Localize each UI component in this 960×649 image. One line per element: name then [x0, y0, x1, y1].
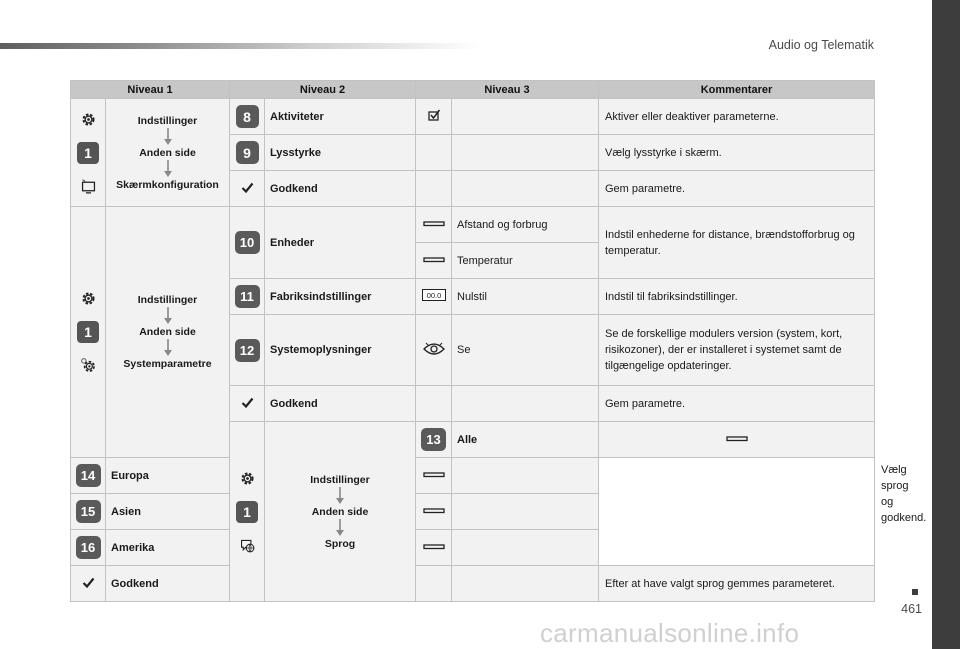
item-symbol-cell: [416, 135, 452, 171]
item-symbol-cell: [416, 315, 452, 386]
item-number-badge: 16: [76, 536, 101, 559]
option-bar-icon: [423, 220, 445, 228]
item-badge-cell: [230, 386, 265, 422]
arrow-down-icon: [335, 519, 345, 537]
table-row: [71, 458, 875, 494]
level3-cell: Nulstil: [452, 279, 599, 315]
level3-cell: [452, 458, 599, 494]
item-symbol-cell: [416, 530, 452, 566]
item-symbol-cell: [416, 207, 452, 243]
arrow-down-icon: [163, 339, 173, 357]
item-label: Aktiviteter: [265, 99, 416, 135]
item-badge-cell: [230, 315, 265, 386]
header-gradient-bar: [0, 43, 480, 49]
item-label: Godkend: [265, 171, 416, 207]
option-bar-icon: [423, 543, 445, 551]
item-badge-cell: [230, 171, 265, 207]
page-header-title: Audio og Telematik: [768, 38, 874, 52]
arrow-down-icon: [163, 128, 173, 146]
eye-icon: [423, 342, 445, 356]
level3-cell: [452, 530, 599, 566]
item-badge-cell: [230, 279, 265, 315]
level1-icons-cell: [71, 99, 106, 207]
level1-badge: 1: [77, 321, 99, 343]
watermark-text: carmanualsonline.info: [540, 618, 800, 648]
table-row: [71, 99, 875, 135]
item-badge-cell: [230, 99, 265, 135]
item-symbol-cell: [416, 494, 452, 530]
path-step-language: Sprog: [324, 537, 356, 550]
option-bar-icon: [423, 256, 445, 264]
table-row: 1 Indstillinger Anden side Sprog 13 Alle Vælg sprog og godkend.: [71, 422, 875, 458]
item-number-badge: 9: [236, 141, 259, 164]
item-number-badge: 11: [235, 285, 260, 308]
comment-cell: Indstil til fabriksindstillinger.: [599, 279, 875, 315]
comment-cell: Indstil enhederne for distance, brændstofforbrug og temperatur.: [599, 207, 875, 279]
item-badge-cell: [416, 422, 452, 458]
gear-icon: [80, 290, 97, 307]
comment-cell: Gem parametre.: [599, 386, 875, 422]
comment-cell: Efter at have valgt sprog gemmes parameteret.: [599, 566, 875, 602]
table-header-row: [71, 81, 875, 99]
path-step-settings: Indstillinger: [137, 294, 198, 306]
gear-icon: [239, 470, 256, 487]
path-step-second-page: Anden side: [311, 505, 369, 518]
item-label: Fabriksindstillinger: [265, 279, 416, 315]
item-label: Godkend: [265, 386, 416, 422]
item-symbol-cell: [416, 566, 452, 602]
reset-icon-text: 00.0: [426, 291, 441, 300]
checkbox-icon: [427, 108, 441, 122]
level3-cell: [452, 99, 599, 135]
column-header-niveau-3: Niveau 3: [416, 81, 599, 99]
item-label: Lysstyrke: [265, 135, 416, 171]
item-badge-cell: [71, 494, 106, 530]
path-step-screen-config: Skærmkonfiguration: [116, 178, 219, 191]
arrow-down-icon: [335, 487, 345, 505]
path-step-settings: Indstillinger: [310, 473, 370, 486]
level3-cell: [452, 386, 599, 422]
path-step-second-page: Anden side: [139, 146, 196, 159]
gear-icon: [80, 111, 97, 128]
comment-cell: Vælg lysstyrke i skærm.: [599, 135, 875, 171]
option-bar-icon: [726, 435, 748, 443]
table-row: [71, 494, 875, 530]
settings-table: [70, 80, 927, 602]
item-symbol-cell: [416, 99, 452, 135]
level3-cell: [452, 494, 599, 530]
check-icon: [241, 396, 254, 409]
item-badge-cell: [71, 458, 106, 494]
item-number-badge: 14: [76, 464, 101, 487]
path-step-settings: Indstillinger: [137, 114, 198, 127]
arrow-down-icon: [163, 160, 173, 178]
item-symbol-cell: [416, 386, 452, 422]
screen-config-icon: [80, 178, 97, 195]
column-header-niveau-2: Niveau 2: [230, 81, 416, 99]
level1-badge: 1: [77, 142, 99, 164]
level1-badge: 1: [236, 501, 258, 523]
item-label: Asien: [106, 494, 230, 530]
comment-cell: Aktiver eller deaktiver parameterne.: [599, 99, 875, 135]
check-icon: [82, 576, 95, 589]
page-marker: [912, 589, 918, 595]
path-step-second-page: Anden side: [139, 326, 196, 338]
column-header-niveau-1: Niveau 1: [71, 81, 230, 99]
level1-icons-cell: [71, 207, 106, 458]
item-number-badge: 10: [235, 231, 260, 254]
level1-path-cell: [265, 422, 416, 602]
level3-cell: [452, 135, 599, 171]
level3-cell: Afstand og forbrug: [452, 207, 599, 243]
level3-cell: Se: [452, 315, 599, 386]
item-label: Alle: [452, 422, 599, 458]
language-icon: [239, 537, 256, 554]
option-bar-icon: [423, 507, 445, 515]
item-symbol-cell: [416, 458, 452, 494]
item-label: Godkend: [106, 566, 230, 602]
page-edge-strip: [932, 0, 960, 649]
comment-cell: Gem parametre.: [599, 171, 875, 207]
table-row: [71, 207, 875, 243]
item-number-badge: 13: [421, 428, 446, 451]
arrow-down-icon: [163, 307, 173, 325]
item-label: Amerika: [106, 530, 230, 566]
level1-icons-cell: [230, 422, 265, 602]
level3-cell: [452, 171, 599, 207]
page-number: 461: [901, 602, 922, 616]
reset-icon: [422, 289, 446, 301]
item-label: Europa: [106, 458, 230, 494]
item-label: Systemoplysninger: [265, 315, 416, 386]
table-row: [71, 566, 875, 602]
item-symbol-cell: [599, 422, 875, 458]
item-label: Enheder: [265, 207, 416, 279]
comment-cell: Se de forskellige modulers version (system, kort, risikozoner), der er installeret i systemet samt de tilgængelige opdateringer.: [599, 315, 875, 386]
item-symbol-cell: [416, 171, 452, 207]
item-number-badge: 12: [235, 339, 260, 362]
item-symbol-cell: [416, 279, 452, 315]
level3-cell: [452, 566, 599, 602]
item-badge-cell: [230, 135, 265, 171]
table-row: [71, 530, 875, 566]
option-bar-icon: [423, 471, 445, 479]
column-header-kommentarer: Kommentarer: [599, 81, 875, 99]
item-badge-cell: [71, 530, 106, 566]
path-step-system-params: Systemparametre: [123, 358, 212, 370]
level1-path-cell: [106, 207, 230, 458]
level3-cell: Temperatur: [452, 243, 599, 279]
system-params-icon: [80, 357, 97, 374]
item-number-badge: 15: [76, 500, 101, 523]
item-number-badge: 8: [236, 105, 259, 128]
item-symbol-cell: [416, 243, 452, 279]
level1-path-cell: [106, 99, 230, 207]
item-badge-cell: [230, 207, 265, 279]
item-badge-cell: [71, 566, 106, 602]
check-icon: [241, 181, 254, 194]
